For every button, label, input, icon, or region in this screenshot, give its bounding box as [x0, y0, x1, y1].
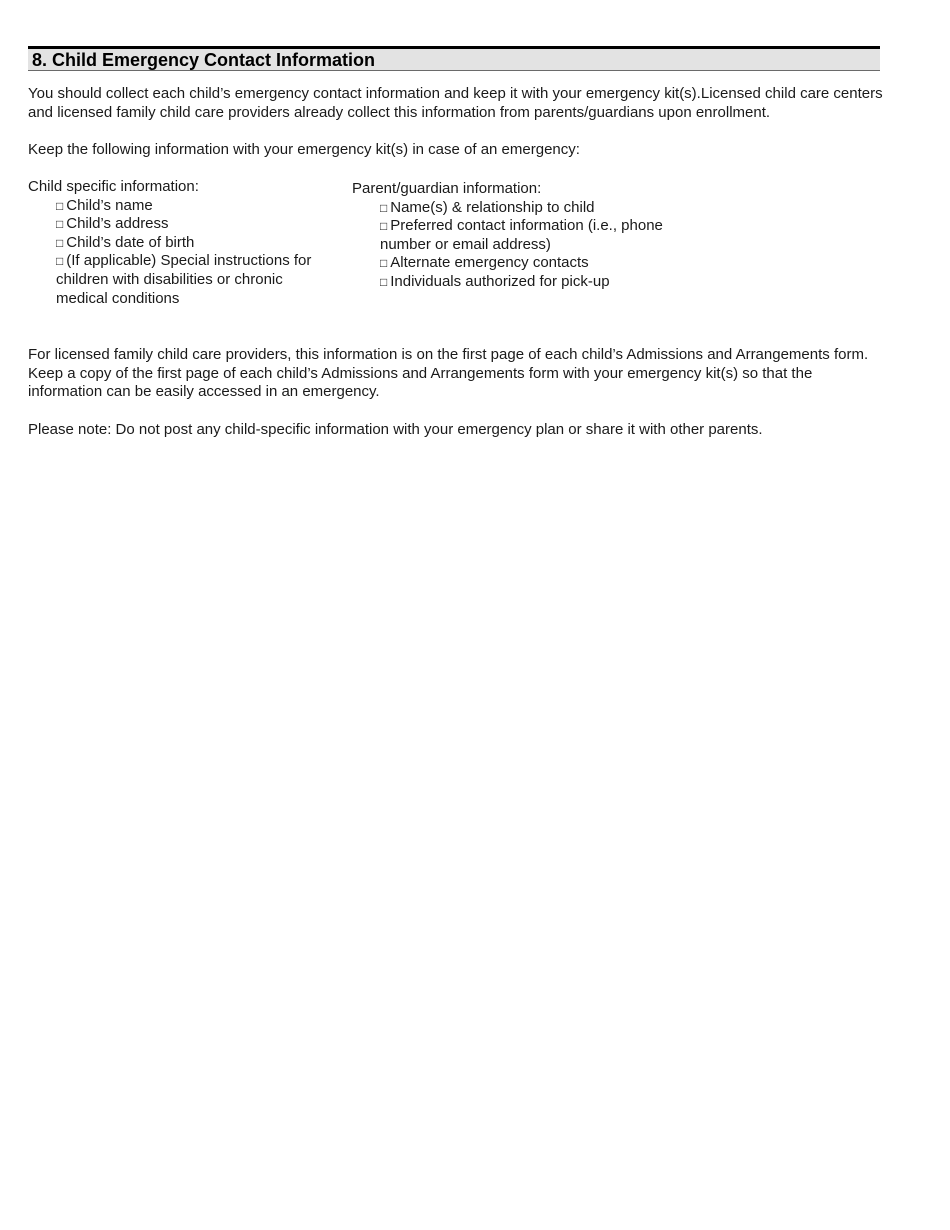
checklist-item: [56, 234, 318, 253]
checklist-item-label: Child’s name: [66, 196, 153, 214]
checklist-item-label: Name(s) & relationship to child: [390, 198, 595, 216]
checkbox-icon: □: [56, 217, 64, 232]
section-header: [28, 46, 880, 71]
checkbox-icon: □: [380, 200, 388, 215]
checklist-item: [380, 199, 680, 218]
parent-info-heading: Parent/guardian information:: [352, 180, 542, 197]
checklist-item-label: Individuals authorized for pick-up: [390, 272, 610, 290]
child-info-column: [28, 178, 328, 308]
parent-info-column: [352, 180, 692, 292]
checkbox-icon: □: [56, 198, 64, 213]
checklist-item-label: (If applicable) Special instructions for children with disabilities or chronic medical conditions: [56, 252, 312, 307]
checklist-item-label: Alternate emergency contacts: [390, 254, 589, 272]
checklist-item-label: Child’s address: [66, 215, 169, 233]
checklist-item: [56, 252, 318, 308]
checkbox-icon: □: [56, 235, 64, 250]
checkbox-icon: □: [56, 254, 64, 269]
checkbox-icon: □: [380, 274, 388, 289]
child-info-list: [28, 197, 318, 309]
checklist-item: [380, 273, 680, 292]
note-paragraph: Please note: Do not post any child-specific information with your emergency plan or share it with other parents.: [28, 421, 763, 438]
keep-info-paragraph: Keep the following information with your emergency kit(s) in case of an emergency:: [28, 141, 580, 158]
licensed-providers-paragraph: For licensed family child care providers, this information is on the first page of each child’s Admissions and Arrangements form. Keep a copy of the first page of each child’s Admissions and Arrangements form with your emergency kit(s) so that the information can be easily accessed in an emergency.: [28, 346, 869, 401]
checkbox-icon: □: [380, 256, 388, 271]
section-title: 8. Child Emergency Contact Information: [32, 50, 376, 70]
checklist-item-label: Preferred contact information (i.e., phone number or email address): [380, 217, 663, 253]
checkbox-icon: □: [380, 219, 388, 234]
intro-paragraph: You should collect each child’s emergency contact information and keep it with your emergency kit(s).Licensed child care centers and licensed family child care providers already collect this information from parents/guardians upon enrollment.: [28, 85, 883, 121]
child-info-heading: Child specific information:: [28, 178, 199, 195]
parent-info-list: [352, 199, 680, 292]
checklist-item: [380, 217, 680, 254]
checklist-item: [56, 197, 318, 216]
checklist-item: [380, 254, 680, 273]
checklist-item-label: Child’s date of birth: [66, 233, 195, 251]
checklist-item: [56, 215, 318, 234]
